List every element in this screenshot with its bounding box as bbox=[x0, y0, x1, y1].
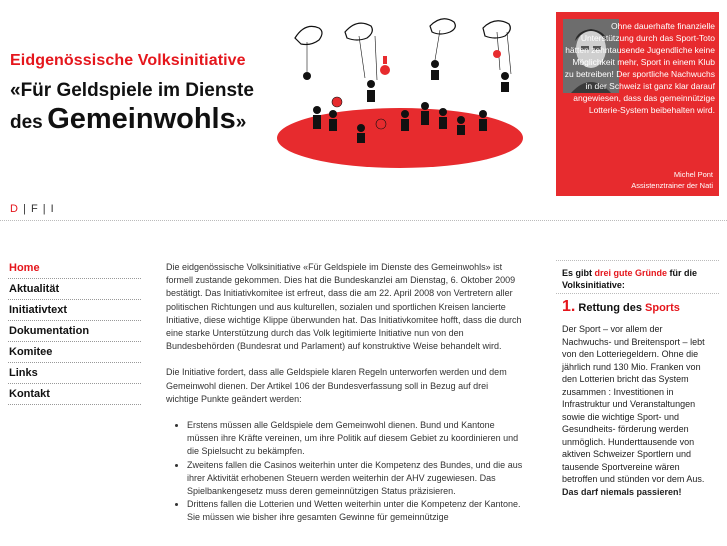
title-word-gemeinwohls: Gemeinwohls bbox=[47, 103, 236, 135]
reasons-intro: Es gibt drei gute Gründe für die Volksinitiative: bbox=[562, 268, 698, 290]
list-item: • Erstens müssen alle Geldspiele dem Gemeinwohl dienen. Bund und Kantone müssen ihre Kräfte vereinen, um ihre Politik auf diesem Gebiet zu koordinieren und die Spielsucht zu bekämpfen. bbox=[187, 419, 523, 459]
list-item: • Zweitens fallen die Casinos weiterhin unter die Kompetenz des Bundes, und die aus ihrer Aktivität erhobenen Steuern werden weiterhin der AHV zugewiesen. Das Spielbankengesetz muss deren gemeinnützigen Status präzisieren. bbox=[187, 459, 523, 499]
nav-item-initiativtext[interactable]: Initiativtext bbox=[8, 300, 141, 321]
lang-fr-link[interactable]: F bbox=[30, 203, 39, 215]
nav-item-aktualitaet[interactable]: Aktualität bbox=[8, 279, 141, 300]
nav-item-komitee[interactable]: Komitee bbox=[8, 342, 141, 363]
puppet-illustration bbox=[275, 10, 545, 172]
initiative-label: Eidgenössische Volksinitiative bbox=[10, 52, 246, 69]
reasons-divider bbox=[556, 293, 719, 295]
language-switcher bbox=[10, 203, 55, 215]
nav-item-dokumentation[interactable]: Dokumentation bbox=[8, 321, 141, 342]
initiative-title-line2 bbox=[10, 103, 246, 136]
lang-separator: | bbox=[23, 203, 27, 215]
nav-item-home[interactable]: Home bbox=[8, 258, 141, 279]
demands-list bbox=[166, 419, 523, 525]
lang-separator: | bbox=[42, 203, 47, 215]
nav-item-links[interactable]: Links bbox=[8, 363, 141, 384]
lang-de-link[interactable]: D bbox=[10, 203, 19, 215]
testimonial-author: Michel Pont bbox=[673, 170, 713, 179]
main-content bbox=[166, 261, 523, 525]
testimonial-role: Assistenztrainer der Nati bbox=[631, 181, 713, 190]
title-word-des: des bbox=[10, 112, 43, 133]
reason-emphasis: Das darf niemals passieren! bbox=[562, 486, 682, 497]
reason-number: 1. bbox=[562, 298, 576, 315]
intro-paragraph: Die eidgenössische Volksinitiative «Für Geldspiele im Dienste des Gemeinwohls» ist formell zustande gekommen. Dies hat die Bundeskanzlei am Dienstag, 6. Oktober 2009 bestätigt. Das Initiativkomitee ist erfreut, dass die am 22. April 2008 von Vertretern aller politischen Richtungen und aus kulturellen, sozialen und sportlichen Kreisen lancierte Initiative, diese wichtige Klippe überwunden hat. Das Initiativkomitee hofft, dass die durch eine starke Unterstützung durch das Volk legitimierte Initiative nun von den Bundesbehörden (Bundesrat und Parlament) auf konstruktive Weise behandelt wird. bbox=[166, 262, 522, 352]
title-closing-quote: » bbox=[235, 112, 247, 133]
initiative-title-line1: «Für Geldspiele im Dienste bbox=[10, 80, 254, 101]
lang-it-link[interactable]: I bbox=[50, 203, 55, 215]
main-navigation bbox=[8, 258, 141, 405]
reason-text: Der Sport – vor allem der Nachwuchs- und Breitensport – lebt von den Lotteriegeldern. Ohne die jährlich rund 130 Mio. Franken von den Lotterien bricht das System zusammen : Investitionen in Infrastruktur und Veranstaltungen sowie die wichtige Sport- und Gesundheits- förderung werden unmöglich. Hunderttausende von aktiven Schweizer Sportlern und tausende Sportvereine wären betroffen und stünden vor dem Aus. Das darf niemals passieren! bbox=[562, 324, 705, 497]
testimonial-box bbox=[556, 12, 719, 196]
list-item: • Drittens fallen die Lotterien und Wetten weiterhin unter die Kompetenz der Kantone. Sie müssen wie bisher ihre gesamten Gewinne für gemeinnützige bbox=[187, 498, 523, 524]
reasons-sidebar bbox=[556, 260, 719, 546]
nav-item-kontakt[interactable]: Kontakt bbox=[8, 384, 141, 405]
demands-paragraph: Die Initiative fordert, dass alle Geldspiele klaren Regeln unterworfen werden und dem Gemeinwohl dienen. Der Artikel 106 der Bundesverfassung soll in Bezug auf drei wichtige Punkte geändert werden: bbox=[166, 367, 507, 404]
testimonial-text: Ohne dauerhafte finanzielle Unterstützung durch das Sport-Toto hätten zehntausende Jugendliche keine Möglichkeit mehr, Sport in einem Klub zu betreiben! Der sportliche Nachwuchs in der Schweiz ist ganz klar darauf angewiesen, dass das gemeinnützige Lotterie-System beibehalten wird. bbox=[564, 21, 715, 115]
reason-heading: 1. Rettung des Sports bbox=[562, 298, 680, 315]
header-divider bbox=[0, 220, 727, 222]
